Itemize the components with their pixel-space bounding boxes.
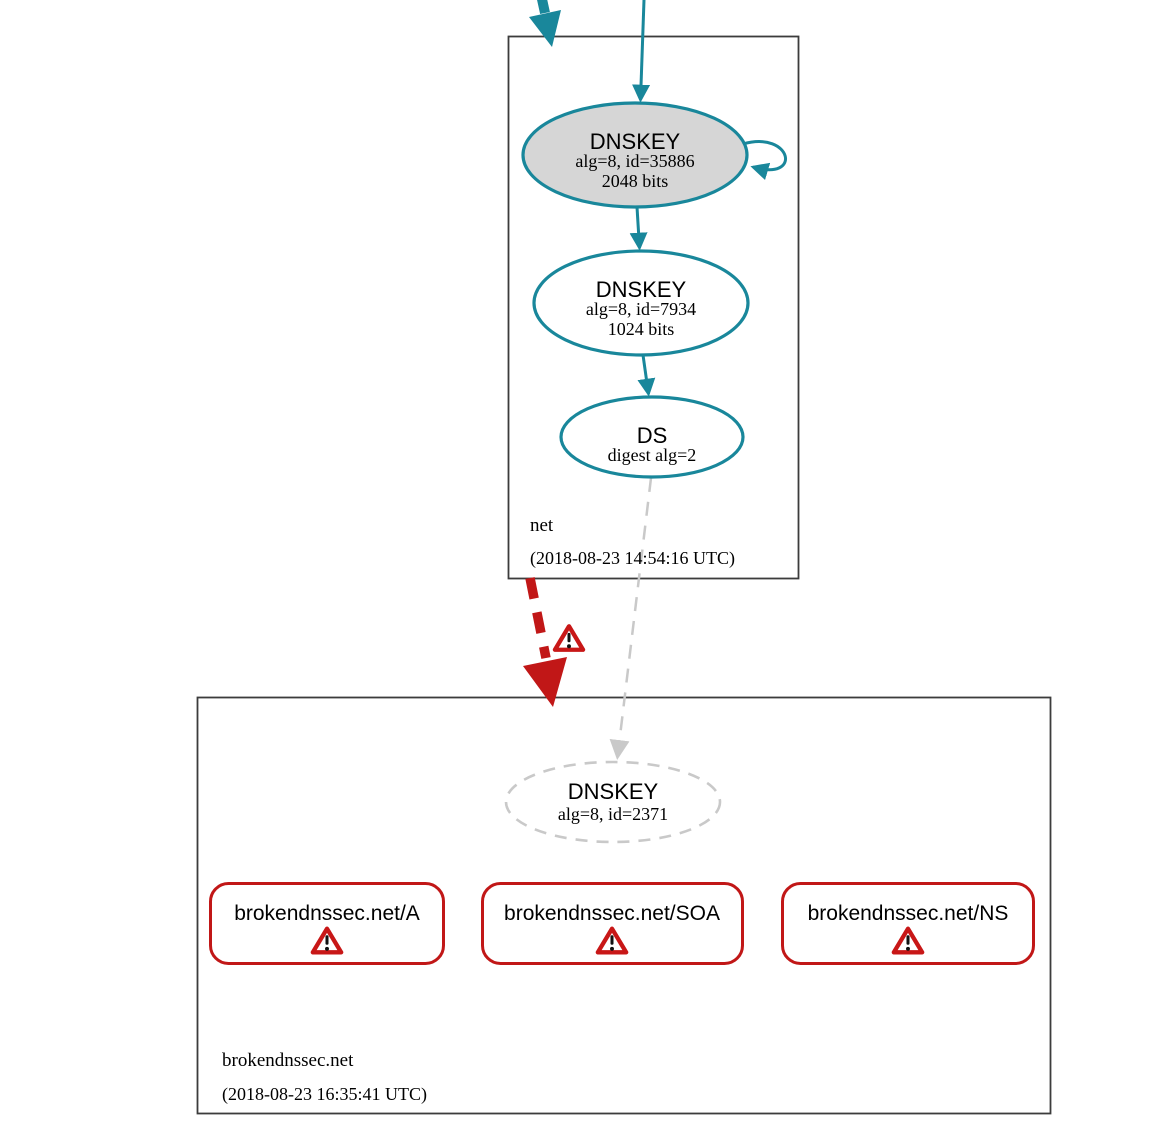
zone-label-net: net (530, 515, 554, 536)
node-type-label: DNSKEY (595, 277, 687, 302)
rrset-label: brokendnssec.net/A (234, 902, 420, 925)
node-type-label: DNSKEY (567, 779, 659, 804)
node-alg-id-label: alg=8, id=2371 (557, 804, 669, 824)
node-ds[interactable] (561, 397, 743, 477)
node-rrset-soa[interactable] (483, 884, 743, 964)
node-alg-id-label: alg=8, id=35886 (575, 151, 695, 171)
edge-stem (540, 0, 545, 13)
node-bits-label: 1024 bits (607, 319, 675, 339)
rrset-label: brokendnssec.net/SOA (504, 902, 720, 925)
node-type-label: DS (636, 423, 668, 448)
node-alg-id-label: alg=8, id=7934 (585, 299, 697, 319)
node-rrset-ns[interactable] (783, 884, 1034, 964)
node-type-label: DNSKEY (589, 129, 681, 154)
node-dnskey-ksk-35886[interactable] (523, 103, 747, 207)
node-digest-label: digest alg=2 (607, 445, 697, 465)
edge-bogus-delegation (523, 578, 583, 707)
warning-icon (555, 626, 583, 649)
edge-stem (530, 578, 546, 658)
zone-label-brokendnssec: brokendnssec.net (222, 1050, 354, 1071)
rrset-label: brokendnssec.net/NS (807, 902, 1009, 925)
node-dnskey-zsk-7934[interactable] (534, 251, 748, 355)
node-bits-label: 2048 bits (601, 171, 669, 191)
node-dnskey-2371[interactable] (506, 762, 720, 842)
zone-timestamp-net: (2018-08-23 14:54:16 UTC) (530, 548, 735, 568)
node-rrset-a[interactable] (211, 884, 444, 964)
zone-timestamp-brokendnssec: (2018-08-23 16:35:41 UTC) (222, 1084, 427, 1104)
